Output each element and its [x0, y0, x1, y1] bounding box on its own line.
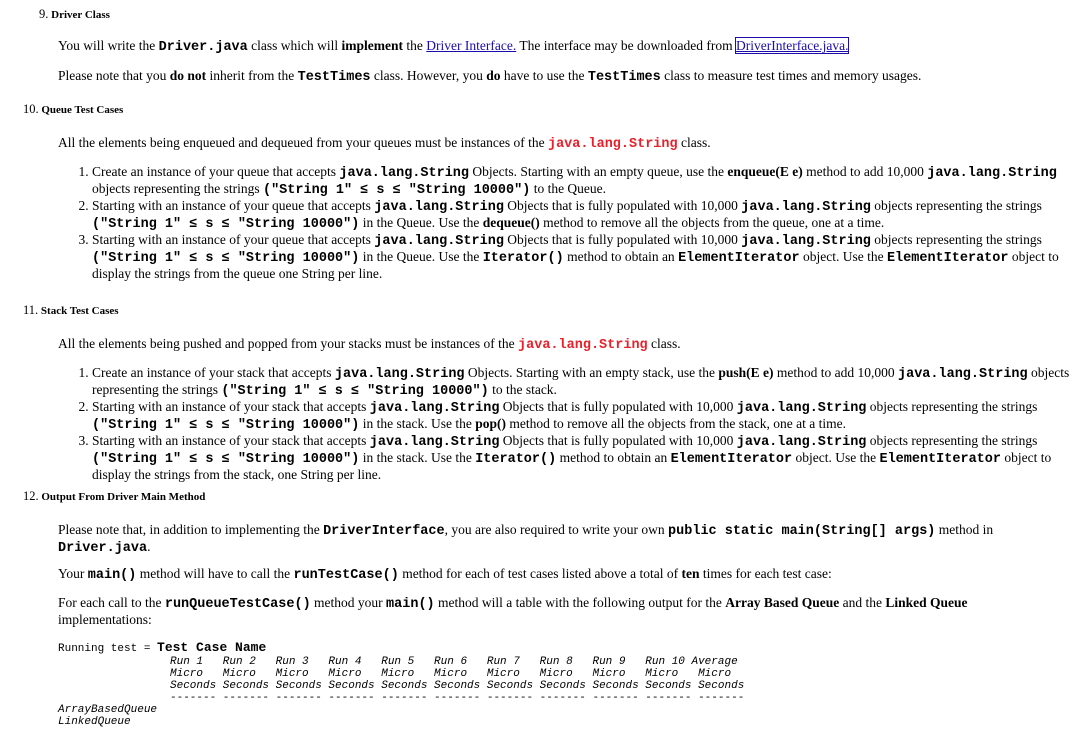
output-header-divider: ------- ------- ------- ------- ------- ------- ------- ------- ------- ------- ------- — [170, 692, 745, 704]
output-row-linked-queue: LinkedQueue — [58, 716, 131, 728]
section-number: 11. — [23, 303, 39, 317]
queue-test-list — [58, 164, 1072, 281]
section-11-heading — [23, 303, 119, 319]
list-item: 3. Starting with an instance of your queue that accepts java.lang.String Objects that is fully populated with 10,000 java.lang.String objects representing the strings ("String 1" ≤ s ≤ "String 10000") in the Queue. Use the Iterator() method to obtain an ElementIterator object. Use the ElementIterator object to display the strings from the queue one String per line. — [92, 232, 1072, 281]
list-item: 1. Create an instance of your queue that accepts java.lang.String Objects. Starting with an empty queue, use the enqueue(E e) method to add 10,000 java.lang.String objects representing the strings ("String 1" ≤ s ≤ "String 10000") to the Queue. — [92, 164, 1072, 198]
main-method-paragraph: Please note that, in addition to implementing the DriverInterface, you are also required to write your own public static main(String[] args) method in Driver.java. — [58, 522, 994, 556]
list-item: 1. Create an instance of your stack that accepts java.lang.String Objects. Starting with an empty stack, use the push(E e) method to add 10,000 java.lang.String objects representing the strings ("String 1" ≤ s ≤ "String 10000") to the stack. — [92, 365, 1072, 399]
section-number: 10. — [23, 102, 39, 116]
stack-intro-paragraph: All the elements being pushed and popped from your stacks must be instances of the java.lang.String class. — [58, 336, 681, 353]
output-header-seconds: Seconds Seconds Seconds Seconds Seconds Seconds Seconds Seconds Seconds Seconds Seconds — [170, 680, 745, 692]
list-item: 3. Starting with an instance of your stack that accepts java.lang.String Objects that is fully populated with 10,000 java.lang.String objects representing the strings ("String 1" ≤ s ≤ "String 10000") in the stack. Use the Iterator() method to obtain an ElementIterator object. Use the ElementIterator object to display the strings from the stack, one String per line. — [92, 433, 1072, 482]
section-number: 12. — [23, 489, 39, 503]
output-header-runs: Run 1 Run 2 Run 3 Run 4 Run 5 Run 6 Run 7 Run 8 Run 9 Run 10 Average — [170, 656, 738, 668]
driver-class-paragraph: You will write the Driver.java class which will implement the Driver Interface. The interface may be downloaded from DriverInterface.java. — [58, 38, 849, 55]
section-title: Output From Driver Main Method — [41, 491, 206, 503]
queue-intro-paragraph: All the elements being enqueued and dequeued from your queues must be instances of the java.lang.String class. — [58, 135, 711, 152]
test-case-name: Test Case Name — [157, 640, 267, 655]
section-number: 9. — [39, 7, 49, 21]
section-title: Driver Class — [51, 9, 110, 21]
output-row-array-based-queue: ArrayBasedQueue — [58, 704, 158, 716]
section-title: Queue Test Cases — [41, 104, 124, 116]
driver-interface-download-link[interactable]: DriverInterface.java. — [736, 38, 849, 53]
section-title: Stack Test Cases — [40, 305, 119, 317]
list-item: 2. Starting with an instance of your stack that accepts java.lang.String Objects that is fully populated with 10,000 java.lang.String objects representing the strings ("String 1" ≤ s ≤ "String 10000") in the stack. Use the pop() method to remove all the objects from the stack, one at a time. — [92, 399, 1072, 433]
output-table-paragraph: For each call to the runQueueTestCase() method your main() method will a table with the following output for the Array Based Queue and the Linked Queue implementations: — [58, 595, 968, 627]
testtimes-note-paragraph: Please note that you do not inherit from the TestTimes class. However, you do have to use the TestTimes class to measure test times and memory usages. — [58, 68, 922, 85]
output-header-units: Micro Micro Micro Micro Micro Micro Micro Micro Micro Micro Micro — [170, 668, 732, 680]
section-12-heading — [23, 489, 205, 505]
running-test-line: Running test = Test Case Name — [58, 640, 267, 655]
list-item: 2. Starting with an instance of your queue that accepts java.lang.String Objects that is fully populated with 10,000 java.lang.String objects representing the strings ("String 1" ≤ s ≤ "String 10000") in the Queue. Use the dequeue() method to remove all the objects from the queue, one at a time. — [92, 198, 1072, 232]
run-test-case-paragraph: Your main() method will have to call the runTestCase() method for each of test cases listed above a total of ten times for each test case: — [58, 566, 832, 583]
driver-interface-link[interactable]: Driver Interface. — [426, 38, 517, 53]
section-10-heading — [23, 102, 123, 118]
stack-test-list — [58, 365, 1072, 482]
section-9-heading — [39, 7, 110, 23]
